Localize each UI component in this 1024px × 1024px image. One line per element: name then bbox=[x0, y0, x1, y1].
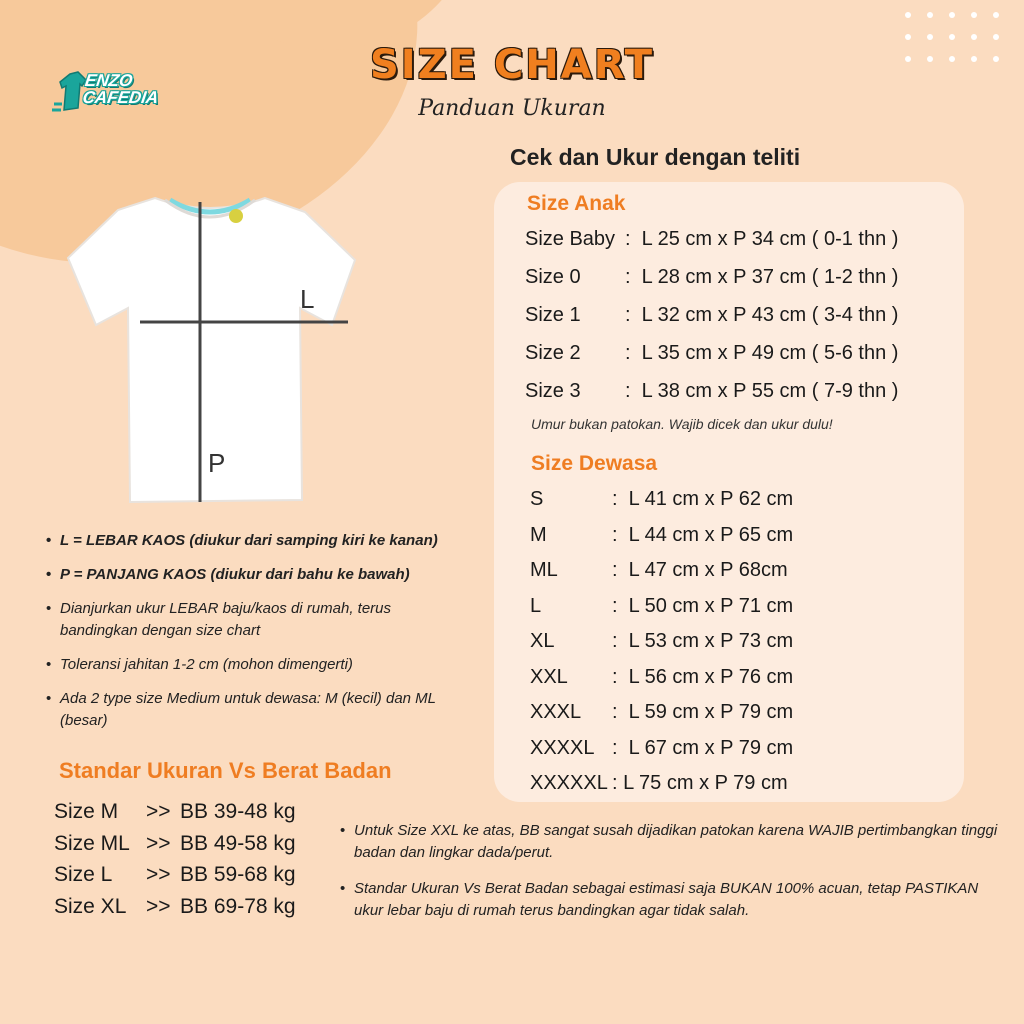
size-name: XXXXXL bbox=[530, 772, 608, 794]
table-row bbox=[525, 228, 965, 254]
size-value: : L 32 cm x P 43 cm ( 3-4 thn ) bbox=[625, 304, 899, 326]
size-dewasa-title: Size Dewasa bbox=[531, 452, 658, 475]
standar-title: Standar Ukuran Vs Berat Badan bbox=[59, 758, 392, 783]
size-name: ML bbox=[530, 559, 558, 581]
table-row bbox=[530, 772, 970, 798]
list-item: • Untuk Size XXL ke atas, BB sangat susah dijadikan patokan karena WAJIB pertimbangkan tinggi badan dan lingkar dada/perut. bbox=[340, 820, 1010, 864]
list-item: • P = PANJANG KAOS (diukur dari bahu ke bawah) bbox=[46, 564, 486, 586]
brand-line2: CAFEDIA bbox=[81, 88, 160, 107]
table-row bbox=[54, 832, 334, 860]
size-value: : L 35 cm x P 49 cm ( 5-6 thn ) bbox=[625, 342, 899, 364]
standar-size: Size XL bbox=[54, 894, 127, 918]
table-row bbox=[530, 559, 970, 585]
size-value: : L 47 cm x P 68cm bbox=[612, 559, 788, 581]
size-value: : L 56 cm x P 76 cm bbox=[612, 665, 794, 688]
size-value: : L 53 cm x P 73 cm bbox=[612, 630, 794, 652]
page-subtitle: Panduan Ukuran bbox=[418, 96, 606, 121]
size-name: L bbox=[530, 594, 542, 617]
table-row bbox=[530, 595, 970, 621]
standar-bb: BB 59-68 kg bbox=[180, 863, 296, 886]
standar-arrow: >> bbox=[146, 831, 171, 855]
list-item: • Standar Ukuran Vs Berat Badan sebagai estimasi saja BUKAN 100% acuan, tetap PASTIKAN ukur lebar baju di rumah terus bandingkan agar tidak salah. bbox=[340, 878, 1010, 922]
size-value: : L 75 cm x P 79 cm bbox=[612, 772, 788, 794]
check-heading: Cek dan Ukur dengan teliti bbox=[510, 144, 801, 170]
table-row bbox=[54, 895, 334, 923]
standar-bb: BB 39-48 kg bbox=[180, 800, 296, 823]
table-row bbox=[525, 380, 965, 406]
standar-bb: BB 49-58 kg bbox=[180, 831, 296, 855]
size-anak-note: Umur bukan patokan. Wajib dicek dan ukur dulu! bbox=[531, 416, 833, 432]
size-value: : L 41 cm x P 62 cm bbox=[612, 488, 794, 510]
standar-arrow: >> bbox=[146, 894, 171, 918]
table-row bbox=[530, 666, 970, 692]
brand-line1: ENZO bbox=[83, 71, 134, 90]
size-name: XL bbox=[530, 630, 555, 652]
size-value: : L 38 cm x P 55 cm ( 7-9 thn ) bbox=[625, 380, 899, 402]
list-item: • Toleransi jahitan 1-2 cm (mohon dimengerti) bbox=[46, 654, 486, 676]
table-row bbox=[530, 630, 970, 656]
size-value: : L 28 cm x P 37 cm ( 1-2 thn ) bbox=[625, 266, 899, 288]
size-name: Size 3 bbox=[525, 380, 581, 402]
table-row bbox=[530, 488, 970, 514]
size-anak-title: Size Anak bbox=[527, 192, 626, 215]
size-name: Size 1 bbox=[525, 304, 581, 326]
size-name: S bbox=[530, 488, 544, 510]
size-value: : L 67 cm x P 79 cm bbox=[612, 736, 794, 759]
size-value: : L 44 cm x P 65 cm bbox=[612, 523, 794, 546]
standar-arrow: >> bbox=[146, 800, 171, 823]
size-value: : L 59 cm x P 79 cm bbox=[612, 701, 794, 723]
table-row bbox=[525, 342, 965, 368]
standar-size: Size ML bbox=[54, 831, 130, 855]
table-row bbox=[54, 863, 334, 891]
size-name: XXXXL bbox=[530, 736, 595, 759]
width-label: L bbox=[300, 284, 315, 314]
standar-bb: BB 69-78 kg bbox=[180, 894, 296, 918]
table-row bbox=[525, 304, 965, 330]
table-row bbox=[54, 800, 334, 828]
table-row bbox=[530, 701, 970, 727]
list-item: • Ada 2 type size Medium untuk dewasa: M (kecil) dan ML (besar) bbox=[46, 688, 460, 732]
size-name: XXL bbox=[530, 665, 568, 688]
list-item: • L = LEBAR KAOS (diukur dari samping kiri ke kanan) bbox=[46, 530, 486, 552]
size-name: M bbox=[530, 523, 547, 546]
bottom-notes bbox=[340, 820, 1010, 936]
standar-size: Size L bbox=[54, 863, 113, 886]
size-value: : L 25 cm x P 34 cm ( 0-1 thn ) bbox=[625, 228, 899, 250]
table-row bbox=[525, 266, 965, 292]
size-value: : L 50 cm x P 71 cm bbox=[612, 594, 794, 617]
table-row bbox=[530, 524, 970, 550]
measurement-notes bbox=[46, 530, 486, 744]
list-item: • Dianjurkan ukur LEBAR baju/kaos di rumah, terus bandingkan dengan size chart bbox=[46, 598, 420, 642]
size-name: Size 2 bbox=[525, 342, 581, 364]
size-name: XXXL bbox=[530, 701, 582, 723]
length-label: P bbox=[208, 448, 226, 478]
standar-arrow: >> bbox=[146, 863, 171, 886]
size-name: Size 0 bbox=[525, 266, 581, 288]
standar-size: Size M bbox=[54, 800, 119, 823]
size-name: Size Baby bbox=[525, 228, 616, 250]
page-title: SIZE CHART bbox=[369, 42, 655, 88]
tshirt-illustration bbox=[60, 190, 360, 510]
table-row bbox=[530, 737, 970, 763]
